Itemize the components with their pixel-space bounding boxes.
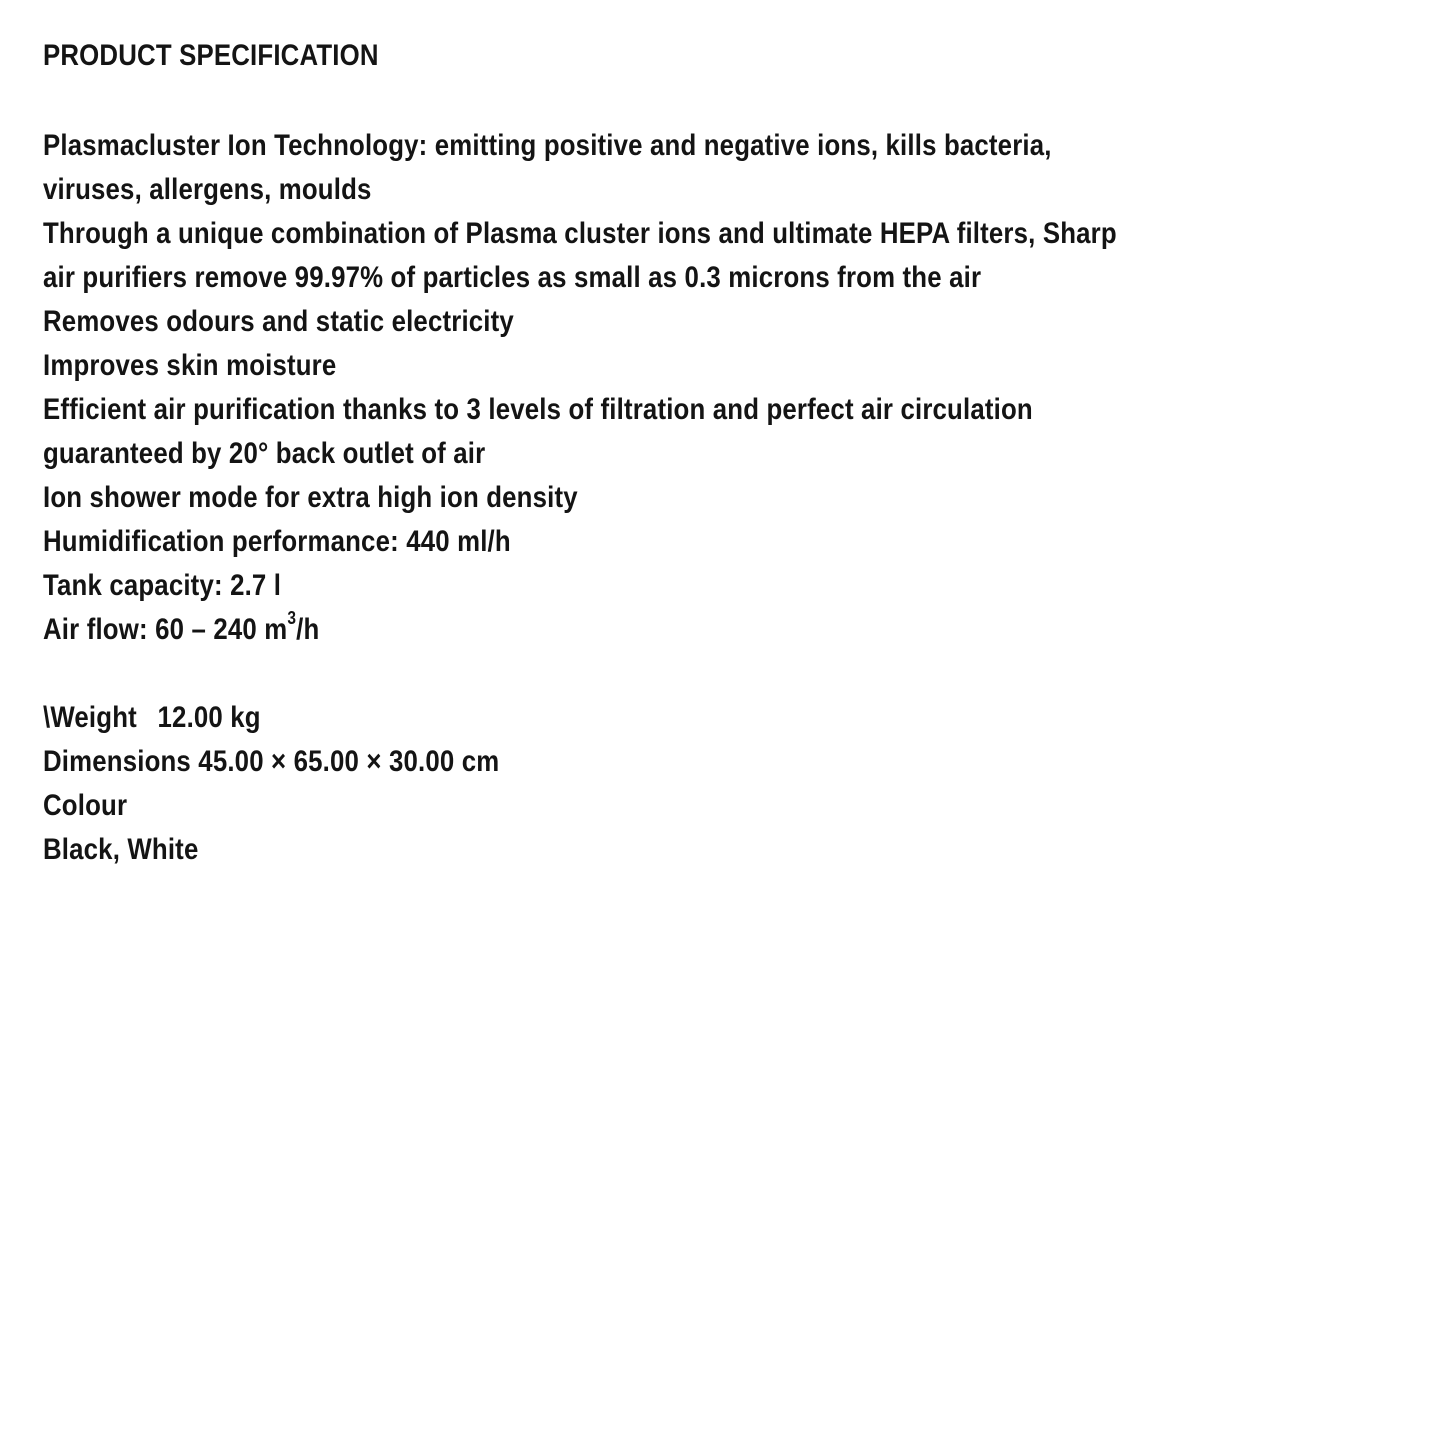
airflow-superscript: 3 (287, 608, 297, 628)
airflow-prefix: Air flow: 60 – 240 m (43, 613, 288, 646)
weight-label: \Weight (43, 701, 137, 734)
feature-list (43, 124, 1363, 872)
feature-line: Through a unique combination of Plasma cluster ions and ultimate HEPA filters, Sharp (43, 217, 1117, 250)
airflow-line (43, 608, 1359, 652)
page-title: PRODUCT SPECIFICATION (43, 39, 379, 72)
feature-line: Removes odours and static electricity (43, 305, 514, 338)
weight-line (43, 696, 1359, 740)
colour-value: Black, White (43, 833, 199, 866)
airflow-suffix: /h (296, 613, 320, 646)
section-spacer (43, 652, 1363, 696)
dimensions-line: Dimensions 45.00 × 65.00 × 30.00 cm (43, 745, 500, 778)
spec-document (43, 36, 1363, 872)
feature-line: Tank capacity: 2.7 l (43, 569, 282, 602)
feature-line: air purifiers remove 99.97% of particles as small as 0.3 microns from the air (43, 261, 982, 294)
feature-line: viruses, allergens, moulds (43, 173, 372, 206)
feature-line: Efficient air purification thanks to 3 levels of filtration and perfect air circulation (43, 393, 1033, 426)
colour-label: Colour (43, 789, 128, 822)
feature-line: Plasmacluster Ion Technology: emitting positive and negative ions, kills bacteria, (43, 129, 1052, 162)
feature-line: Ion shower mode for extra high ion density (43, 481, 578, 514)
feature-line: Improves skin moisture (43, 349, 337, 382)
feature-line: Humidification performance: 440 ml/h (43, 525, 511, 558)
feature-line: guaranteed by 20° back outlet of air (43, 437, 486, 470)
weight-value: 12.00 kg (157, 701, 261, 734)
